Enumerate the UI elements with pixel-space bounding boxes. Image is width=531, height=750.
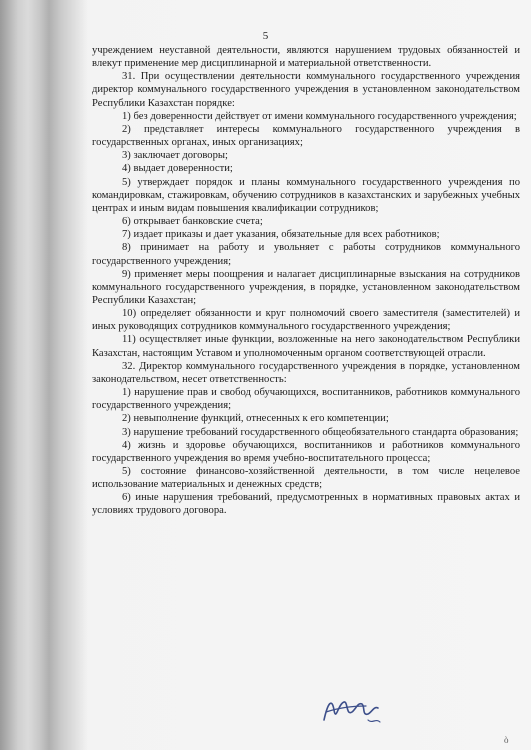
handwritten-signature <box>318 690 388 732</box>
paragraph: 1) без доверенности действует от имени коммунального государственного учреждения; <box>122 110 517 122</box>
paragraph: 31. При осуществлении деятельности коммунального государственного учреждения директор коммунального государственного учреждения в установленном законодательством Республики Казахстан порядке: <box>92 71 520 109</box>
paragraph: 3) нарушение требований государственного общеобязательного стандарта образования; <box>122 426 519 438</box>
paragraph: учреждением неуставной деятельности, являются нарушением трудовых обязанностей и влекут применение мер дисциплинарной и материальной ответственности. <box>92 45 520 70</box>
paragraph: 9) применяет меры поощрения и налагает дисциплинарные взыскания на сотрудников коммунального государственного учреждения, в порядке, установленном законодательством Республики Казахстан; <box>92 268 520 306</box>
paragraph: 5) утверждает порядок и планы коммунального государственного учреждения по командировкам, стажировкам, обучению сотрудников в казахстанских и зарубежных учебных центрах и иным видам повышения квалификации сотрудников; <box>92 176 520 214</box>
paragraph: 4) жизнь и здоровье обучающихся, воспитанников и работников коммунального государственного учреждения во время учебно-воспитательного процесса; <box>92 439 520 464</box>
page-number: 5 <box>262 30 269 42</box>
binding-shadow <box>28 0 88 750</box>
paragraph: 10) определяет обязанности и круг полномочий своего заместителя (заместителей) и иных руководящих сотрудников коммунального государственного учреждения; <box>92 308 520 333</box>
paragraph: 8) принимает на работу и увольняет с работы сотрудников коммунального государственного учреждения; <box>92 242 520 267</box>
paragraph: 2) представляет интересы коммунального государственного учреждения в государственных органах, иных организациях; <box>92 123 520 149</box>
paragraph: 6) иные нарушения требований, предусмотренных в нормативных правовых актах и условиях трудового договора. <box>92 492 520 517</box>
paragraph: 5) состояние финансово-хозяйственной деятельности, в том числе нецелевое использование материальных и денежных средств; <box>92 466 520 491</box>
paragraph: 11) осуществляет иные функции, возложенные на него законодательством Республики Казахстан, настоящим Уставом и уполномоченным органом соответствующей отрасли. <box>92 334 520 359</box>
document-body <box>92 44 520 518</box>
paragraph: 1) нарушение прав и свобод обучающихся, воспитанников, работников коммунального государственного учреждения; <box>92 387 520 412</box>
paragraph: 3) заключает договоры; <box>122 150 228 162</box>
paragraph: 6) открывает банковские счета; <box>122 216 263 228</box>
paragraph: 7) издает приказы и дает указания, обязательные для всех работников; <box>122 229 440 241</box>
paragraph: 32. Директор коммунального государственного учреждения в порядке, установленном законодательством, несет ответственность: <box>92 360 520 385</box>
paragraph: 2) невыполнение функций, отнесенных к его компетенции; <box>122 413 389 425</box>
corner-mark: ò <box>504 735 509 745</box>
paragraph: 4) выдает доверенности; <box>122 163 233 175</box>
